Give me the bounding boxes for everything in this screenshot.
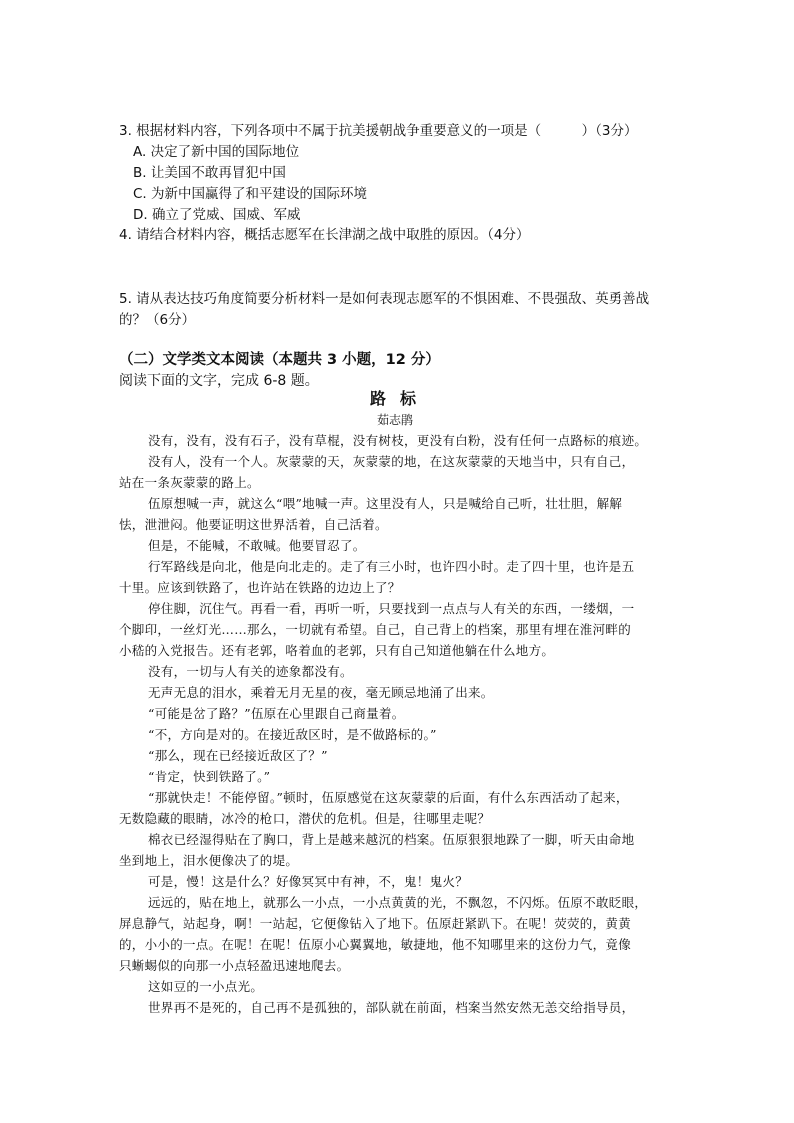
section-heading: （二）文学类文本阅读（本题共 3 小题，12 分） xyxy=(119,352,440,368)
story-line: 没有人，没有一个人。灰蒙蒙的天，灰蒙蒙的地，在这灰蒙蒙的天地当中，只有自己， xyxy=(148,454,635,469)
story-line: 没有，一切与人有关的迹象都没有。 xyxy=(148,664,353,679)
story-line: 的，小小的一点。在呢！在呢！伍原小心翼翼地，敏捷地，他不知哪里来的这份力气，竟像 xyxy=(119,937,632,952)
story-line: “可能是岔了路？”伍原在心里跟自己商量着。 xyxy=(148,706,405,721)
story-line: 行军路线是向北，他是向北走的。走了有三小时，也许四小时。走了四十里，也许是五 xyxy=(148,559,635,574)
story-line: 个脚印，一丝灯光……那么，一切就有希望。自己，自己背上的档案，那里有埋在淮河畔的 xyxy=(119,622,632,637)
story-line: 这如豆的一小点光。 xyxy=(148,979,264,994)
story-line: 棉衣已经湿得贴在了胸口，背上是越来越沉的档案。伍原狠狠地跺了一脚，听天由命地 xyxy=(148,832,635,847)
story-line: 十里。应该到铁路了，也许站在铁路的边边上了？ xyxy=(119,580,401,595)
question-5-line-1: 5. 请从表达技巧角度简要分析材料一是如何表现志愿军的不惧困难、不畏强敌、英勇善战 xyxy=(119,291,650,307)
story-author: 茹志鹃 xyxy=(377,413,414,427)
story-line: 世界再不是死的，自己再不是孤独的，部队就在前面，档案当然安然无恙交给指导员， xyxy=(148,1000,635,1015)
story-line: 只蜥蜴似的向那一小点轻盈迅速地爬去。 xyxy=(119,958,350,973)
story-line: “那就快走！不能停留。”顿时，伍原感觉在这灰蒙蒙的后面，有什么东西活动了起来， xyxy=(148,790,629,805)
story-line: 远远的，贴在地上，就那么一小点，一小点黄黄的光，不飘忽，不闪烁。伍原不敢眨眼， xyxy=(148,895,648,910)
question-3-option-c: C. 为新中国赢得了和平建设的国际环境 xyxy=(133,186,368,202)
question-4: 4. 请结合材料内容，概括志愿军在长津湖之战中取胜的原因。（4分） xyxy=(119,227,530,243)
story-line: 伍原想喊一声，就这么“喂”地喊一声。这里没有人，只是喊给自己听，壮壮胆，解解 xyxy=(148,496,623,511)
story-line: “不，方向是对的。在接近敌区时，是不做路标的。” xyxy=(148,727,437,742)
question-5-line-2: 的？（6分） xyxy=(119,312,196,328)
story-line: 怯，泄泄闷。他要证明这世界活着，自己活着。 xyxy=(119,517,388,532)
story-line: 没有，没有，没有石子，没有草棍，没有树枝，更没有白粉，没有任何一点路标的痕迹。 xyxy=(148,433,648,448)
story-line: 坐到地上，泪水便像决了的堤。 xyxy=(119,853,299,868)
question-3-option-b: B. 让美国不敢再冒犯中国 xyxy=(133,165,286,181)
story-line: 但是，不能喊，不敢喊。他要冒忍了。 xyxy=(148,538,366,553)
story-title: 路标 xyxy=(370,389,431,408)
story-line: 停住脚，沉住气。再看一看，再听一听，只要找到一点点与人有关的东西，一缕烟，一 xyxy=(148,601,635,616)
question-3-option-d: D. 确立了党威、国威、军威 xyxy=(133,207,301,223)
story-line: 无声无息的泪水，乘着无月无星的夜，毫无顾忌地涌了出来。 xyxy=(148,685,494,700)
story-line: 无数隐藏的眼睛，冰冷的枪口，潜伏的危机。但是，往哪里走呢？ xyxy=(119,811,491,826)
story-line: “肯定，快到铁路了。” xyxy=(148,769,271,784)
question-3-option-a: A. 决定了新中国的国际地位 xyxy=(133,144,300,160)
story-line: 站在一条灰蒙蒙的路上。 xyxy=(119,475,260,490)
story-line: 屏息静气，站起身，啊！一站起，它便像钻入了地下。伍原赶紧趴下。在呢！荧荧的，黄黄 xyxy=(119,916,632,931)
story-line: “那么，现在已经接近敌区了？” xyxy=(148,748,328,763)
section-instruction: 阅读下面的文字，完成 6-8 题。 xyxy=(119,373,319,389)
story-line: 小嵇的入党报告。还有老郭，咯着血的老郭，只有自己知道他躺在什么地方。 xyxy=(119,643,555,658)
question-3-stem: 3. 根据材料内容，下列各项中不属于抗美援朝战争重要意义的一项是（ ）（3分） xyxy=(119,123,638,139)
story-line: 可是，慢！这是什么？好像冥冥中有神，不，鬼！鬼火？ xyxy=(148,874,469,889)
